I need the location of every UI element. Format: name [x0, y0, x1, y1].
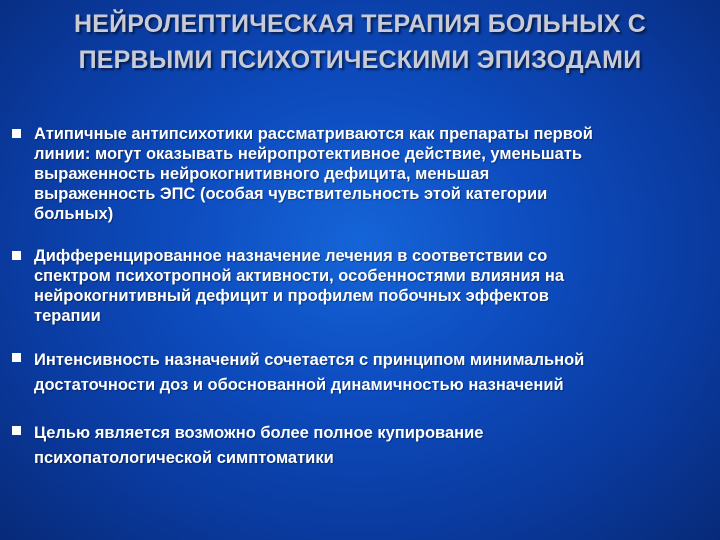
title-line: НЕЙРОЛЕПТИЧЕСКАЯ ТЕРАПИЯ БОЛЬНЫХ С: [73, 10, 647, 38]
title-line: ПЕРВЫМИ ПСИХОТИЧЕСКИМИ ЭПИЗОДАМИ: [78, 46, 642, 74]
square-bullet-icon: [12, 251, 21, 260]
bullet-text-line: Дифференцированное назначение лечения в соответствии со: [34, 247, 548, 265]
bullet-text-line: линии: могут оказывать нейропротективное действие, уменьшать: [34, 145, 582, 163]
bullet-text-line: психопатологической симптоматики: [34, 449, 334, 467]
bullet-list: [12, 124, 712, 471]
square-bullet-icon: [12, 426, 21, 435]
bullet-text-line: выраженность нейрокогнитивного дефицита, меньшая: [34, 165, 490, 183]
bullet-item: [12, 124, 712, 224]
bullet-item: [12, 348, 712, 398]
bullet-text-line: Атипичные антипсихотики рассматриваются как препараты первой: [34, 125, 593, 143]
square-bullet-icon: [12, 353, 21, 362]
square-bullet-icon: [12, 129, 21, 138]
bullet-text-line: выраженность ЭПС (особая чувствительность этой категории: [34, 185, 548, 203]
bullet-item: [12, 421, 712, 471]
bullet-text-line: Целью является возможно более полное купирование: [34, 424, 484, 442]
bullet-text-line: терапии: [34, 307, 101, 325]
bullet-text-line: нейрокогнитивный дефицит и профилем побочных эффектов: [34, 287, 549, 305]
bullet-text-line: спектром психотропной активности, особенностями влияния на: [34, 267, 565, 285]
bullet-item: [12, 246, 712, 326]
bullet-text-line: больных): [34, 205, 114, 223]
slide-title: [20, 6, 700, 78]
bullet-text-line: Интенсивность назначений сочетается с принципом минимальной: [34, 351, 585, 369]
bullet-text-line: достаточности доз и обоснованной динамичностью назначений: [34, 376, 564, 394]
